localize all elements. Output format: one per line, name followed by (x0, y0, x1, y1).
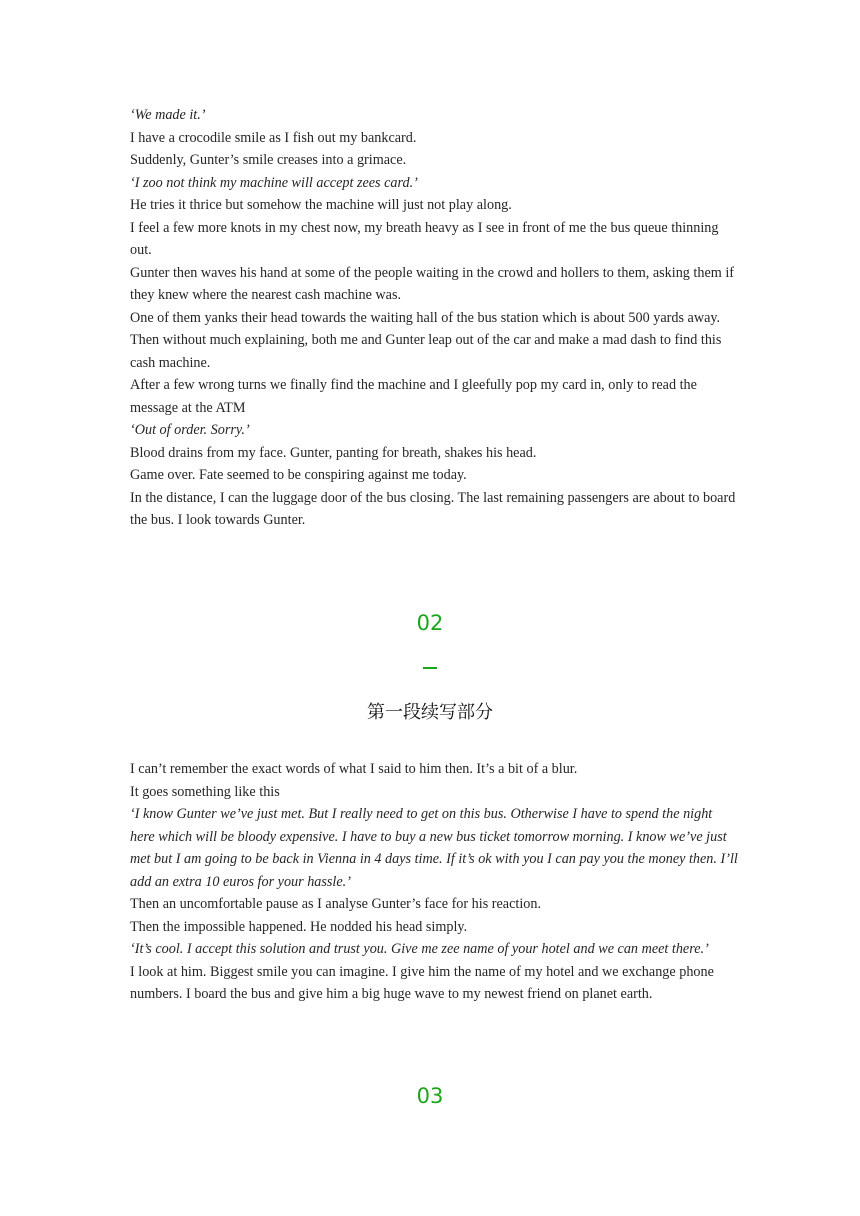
section-heading: 第一段续写部分 (367, 702, 493, 723)
paragraph: Suddenly, Gunter’s smile creases into a grimace. (130, 152, 407, 168)
paragraph: ‘I zoo not think my machine will accept zees card.’ (130, 174, 418, 191)
paragraph: ‘It’s cool. I accept this solution and trust you. Give me zee name of your hotel and we can meet there.’ (130, 941, 709, 957)
paragraph: ‘I know Gunter we’ve just met. But I really need to get on this bus. Otherwise I have to spend the night here which will be bloody expensive. I have to buy a new bus ticket tomorrow morning. I know we’ve just met but I am going to be back in Vienna in 4 days time. If it’s ok with you I can pay you the money then. I’ll add an extra 10 euros for your hassle.’ (130, 806, 738, 890)
paragraph: Blood drains from my face. Gunter, panting for breath, shakes his head. (130, 444, 537, 461)
paragraph: In the distance, I can the luggage door of the bus closing. The last remaining passengers are about to board the bus. I look towards Gunter. (130, 489, 736, 528)
paragraph: After a few wrong turns we finally find the machine and I gleefully pop my card in, only to read the message at the ATM (130, 377, 697, 416)
paragraph: Game over. Fate seemed to be conspiring against me today. (130, 467, 467, 483)
paragraph: I have a crocodile smile as I fish out my bankcard. (130, 129, 417, 146)
section-number-02: 02 (416, 611, 444, 635)
paragraph: He tries it thrice but somehow the machine will just not play along. (130, 197, 512, 213)
paragraph: Then the impossible happened. He nodded his head simply. (130, 918, 468, 935)
paragraph: ‘We made it.’ (130, 107, 206, 123)
paragraph: One of them yanks their head towards the waiting hall of the bus station which is about 500 yards away. (130, 309, 721, 326)
paragraph: Gunter then waves his hand at some of the people waiting in the crowd and hollers to them, asking them if they knew where the nearest cash machine was. (130, 264, 735, 303)
paragraph: ‘Out of order. Sorry.’ (130, 422, 250, 438)
paragraph: I can’t remember the exact words of what I said to him then. It’s a bit of a blur. (130, 761, 578, 777)
paragraph: Then an uncomfortable pause as I analyse Gunter’s face for his reaction. (130, 896, 542, 912)
paragraph: Then without much explaining, both me and Gunter leap out of the car and make a mad dash to find this cash machine. (130, 332, 722, 371)
section-divider (423, 667, 437, 669)
paragraph: It goes something like this (130, 783, 280, 800)
paragraph: I look at him. Biggest smile you can imagine. I give him the name of my hotel and we exchange phone numbers. I board the bus and give him a big huge wave to my newest friend on planet earth. (130, 963, 714, 1002)
paragraph: I feel a few more knots in my chest now, my breath heavy as I see in front of me the bus queue thinning out. (130, 219, 719, 258)
story-text-part2 (130, 758, 740, 1006)
story-text-part1 (130, 104, 740, 532)
section-number-03: 03 (416, 1084, 444, 1108)
